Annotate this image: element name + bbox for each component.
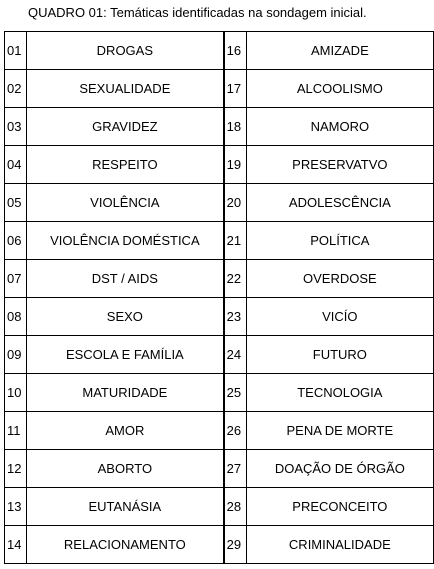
right-theme-cell: VICÍO <box>246 298 433 336</box>
right-number-cell: 17 <box>224 70 247 108</box>
right-theme-cell: NAMORO <box>246 108 433 146</box>
left-theme-cell: MATURIDADE <box>27 374 224 412</box>
left-number-cell: 08 <box>5 298 27 336</box>
themes-table-body <box>5 32 434 564</box>
table-row <box>5 222 434 260</box>
left-number-cell: 12 <box>5 450 27 488</box>
left-theme-cell: DROGAS <box>27 32 224 70</box>
left-theme-cell: ESCOLA E FAMÍLIA <box>27 336 224 374</box>
right-theme-cell: POLÍTICA <box>246 222 433 260</box>
right-theme-cell: FUTURO <box>246 336 433 374</box>
left-number-cell: 05 <box>5 184 27 222</box>
table-row <box>5 412 434 450</box>
table-row <box>5 108 434 146</box>
left-number-cell: 01 <box>5 32 27 70</box>
right-number-cell: 19 <box>224 146 247 184</box>
right-theme-cell: DOAÇÃO DE ÓRGÃO <box>246 450 433 488</box>
left-number-cell: 14 <box>5 526 27 564</box>
right-number-cell: 21 <box>224 222 247 260</box>
left-theme-cell: VIOLÊNCIA DOMÉSTICA <box>27 222 224 260</box>
right-theme-cell: OVERDOSE <box>246 260 433 298</box>
right-number-cell: 22 <box>224 260 247 298</box>
right-number-cell: 27 <box>224 450 247 488</box>
left-theme-cell: SEXO <box>27 298 224 336</box>
table-caption: QUADRO 01: Temáticas identificadas na sondagem inicial. <box>28 5 367 20</box>
left-theme-cell: AMOR <box>27 412 224 450</box>
right-number-cell: 16 <box>224 32 247 70</box>
left-theme-cell: DST / AIDS <box>27 260 224 298</box>
left-number-cell: 11 <box>5 412 27 450</box>
table-row <box>5 32 434 70</box>
table-row <box>5 374 434 412</box>
right-number-cell: 23 <box>224 298 247 336</box>
left-number-cell: 07 <box>5 260 27 298</box>
left-number-cell: 06 <box>5 222 27 260</box>
right-theme-cell: TECNOLOGIA <box>246 374 433 412</box>
table-row <box>5 298 434 336</box>
right-number-cell: 20 <box>224 184 247 222</box>
left-number-cell: 09 <box>5 336 27 374</box>
right-theme-cell: PRESERVATVO <box>246 146 433 184</box>
left-theme-cell: RELACIONAMENTO <box>27 526 224 564</box>
right-number-cell: 28 <box>224 488 247 526</box>
table-row <box>5 526 434 564</box>
themes-table-container <box>4 31 434 564</box>
right-number-cell: 29 <box>224 526 247 564</box>
left-theme-cell: EUTANÁSIA <box>27 488 224 526</box>
right-number-cell: 25 <box>224 374 247 412</box>
left-theme-cell: VIOLÊNCIA <box>27 184 224 222</box>
right-number-cell: 24 <box>224 336 247 374</box>
left-theme-cell: RESPEITO <box>27 146 224 184</box>
table-row <box>5 450 434 488</box>
table-row <box>5 70 434 108</box>
right-number-cell: 26 <box>224 412 247 450</box>
right-theme-cell: ADOLESCÊNCIA <box>246 184 433 222</box>
left-number-cell: 02 <box>5 70 27 108</box>
right-theme-cell: ALCOOLISMO <box>246 70 433 108</box>
table-row <box>5 260 434 298</box>
table-row <box>5 488 434 526</box>
left-number-cell: 10 <box>5 374 27 412</box>
right-theme-cell: PENA DE MORTE <box>246 412 433 450</box>
table-row <box>5 184 434 222</box>
left-number-cell: 03 <box>5 108 27 146</box>
left-number-cell: 04 <box>5 146 27 184</box>
left-theme-cell: GRAVIDEZ <box>27 108 224 146</box>
table-row <box>5 336 434 374</box>
right-theme-cell: PRECONCEITO <box>246 488 433 526</box>
right-theme-cell: AMIZADE <box>246 32 433 70</box>
left-number-cell: 13 <box>5 488 27 526</box>
right-theme-cell: CRIMINALIDADE <box>246 526 433 564</box>
left-theme-cell: SEXUALIDADE <box>27 70 224 108</box>
right-number-cell: 18 <box>224 108 247 146</box>
themes-table <box>4 31 434 564</box>
table-row <box>5 146 434 184</box>
left-theme-cell: ABORTO <box>27 450 224 488</box>
